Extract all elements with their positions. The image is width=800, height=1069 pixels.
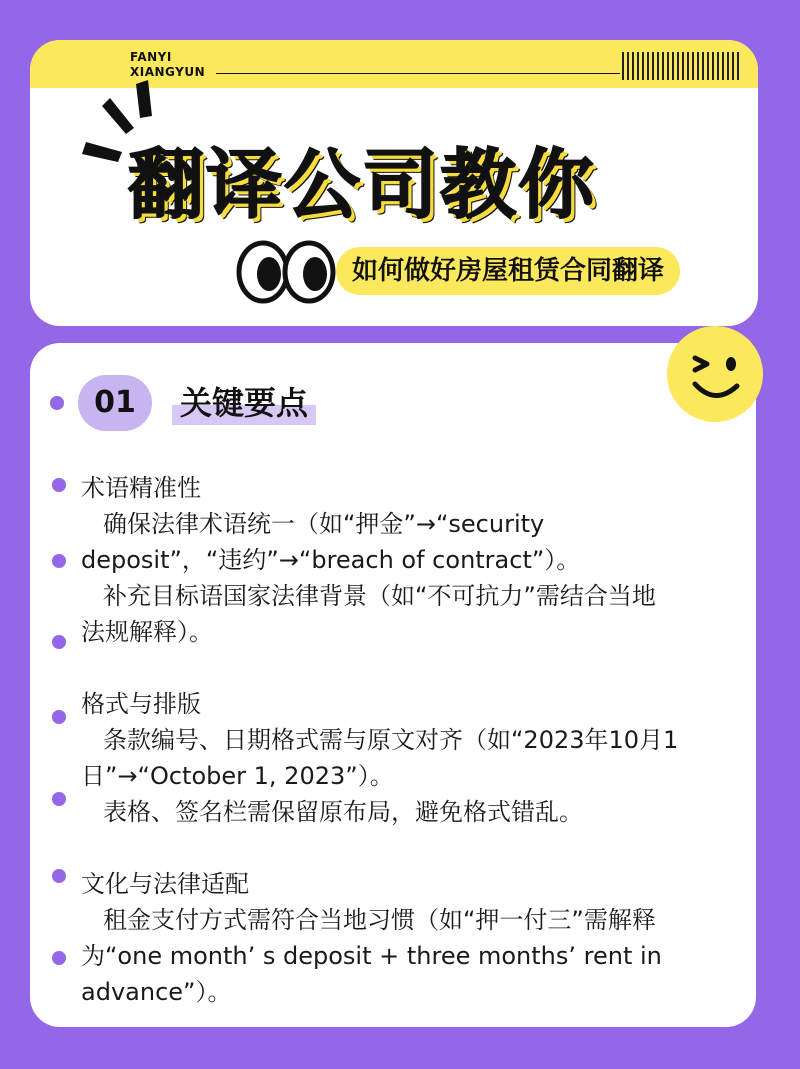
group-line: advance”）。 <box>81 978 232 1006</box>
brand-underline <box>216 73 620 74</box>
bullet-dot <box>52 792 66 806</box>
group-line: deposit”，“违约”→“breach of contract”）。 <box>81 546 581 574</box>
bullet-dot <box>52 951 66 965</box>
group-line: 补充目标语国家法律背景（如“不可抗力”需结合当地 <box>103 582 656 610</box>
headline: 翻译公司教你 <box>128 140 596 229</box>
group-line: 租金支付方式需符合当地习惯（如“押一付三”需解释 <box>103 906 656 934</box>
eyes-icon <box>236 240 336 304</box>
bullet-dot <box>52 869 66 883</box>
key-points-text <box>81 470 731 1010</box>
section-number: 01 <box>78 375 152 431</box>
brand-line-2: XIANGYUN <box>130 65 206 79</box>
group-heading: 文化与法律适配 <box>81 870 249 898</box>
group-heading: 术语精准性 <box>81 474 201 502</box>
barcode-icon <box>622 52 740 80</box>
bullet-dot <box>50 396 64 410</box>
group-heading: 格式与排版 <box>81 690 201 718</box>
bullet-dot <box>52 478 66 492</box>
content-card <box>30 343 756 1027</box>
group-line: 法规解释）。 <box>81 618 213 646</box>
brand-line-1: FANYI <box>130 50 172 64</box>
group-line: 为“one month’ s deposit + three months’ rent in <box>81 942 662 970</box>
group-line: 表格、签名栏需保留原布局，避免格式错乱。 <box>103 798 583 826</box>
bullet-dot <box>52 710 66 724</box>
section-title: 关键要点 <box>172 381 316 425</box>
group-line: 确保法律术语统一（如“押金”→“security <box>103 510 545 538</box>
subtitle-pill: 如何做好房屋租赁合同翻译 <box>336 247 680 295</box>
winking-smiley-icon <box>667 326 763 422</box>
group-line: 日”→“October 1, 2023”）。 <box>81 762 394 790</box>
bullet-dot <box>52 554 66 568</box>
bullet-dot <box>52 635 66 649</box>
header-card <box>30 40 758 326</box>
group-line: 条款编号、日期格式需与原文对齐（如“2023年10月1 <box>103 726 679 754</box>
